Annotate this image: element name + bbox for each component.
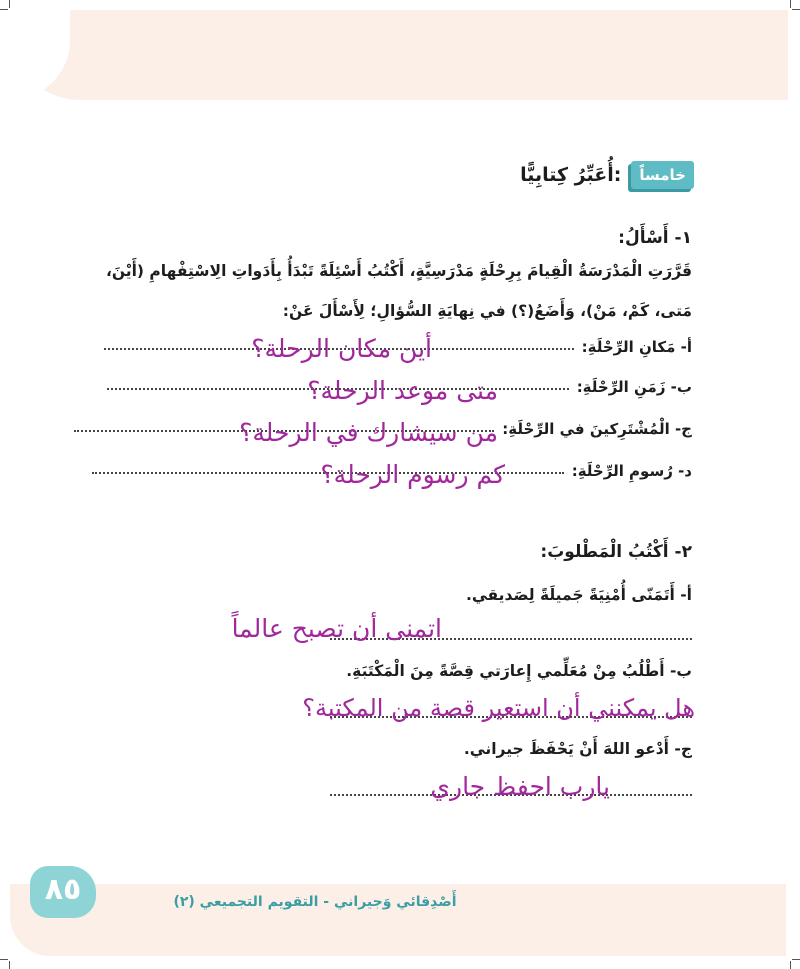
q2-prompt-c: ج- أَدْعو اللهَ أَنْ يَحْفَظَ جيراني. [463, 740, 692, 758]
handwritten-answer: أين مكان الرحلة؟ [251, 334, 432, 363]
section-header [520, 158, 694, 192]
crop-mark [790, 961, 791, 969]
q2-heading: ٢- أَكْتُبُ الْمَطْلوبَ: [540, 542, 692, 562]
handwritten-answer: كم رسوم الرحلة؟ [320, 460, 505, 489]
crop-mark [792, 959, 800, 960]
crop-mark [792, 9, 800, 10]
handwritten-answer: متى موعد الرحلة؟ [307, 376, 498, 405]
q1-item-label: د- رُسومِ الرِّحْلَةِ: [571, 462, 692, 480]
crop-mark [9, 961, 10, 969]
q1-instruction-line-1: قَرَّرَتِ الْمَدْرَسَةُ الْقِيامَ بِرِحْلَةٍ مَدْرَسِيَّةٍ، أَكْتُبُ أَسْئِلَةً تَبْدَأُ بِأَدَواتِ الِاسْتِفْهامِ (أَيْنَ، [105, 262, 692, 280]
crop-mark [0, 959, 8, 960]
q1-instruction-line-2: مَتى، كَمْ، مَنْ)، وَأَضَعُ(؟) في نِهايَةِ السُّؤالِ؛ لِأَسْأَلَ عَنْ: [282, 302, 692, 320]
handwritten-answer: من سيشارك في الرحلة؟ [239, 418, 498, 447]
crop-mark [0, 9, 8, 10]
header-band [10, 10, 788, 100]
q1-item-label: ب- زَمَنِ الرِّحْلَةِ: [576, 378, 692, 396]
handwritten-answer: اتمنى أن تصبح عالماً [231, 614, 442, 643]
handwritten-answer: هل يمكنني أن استعير قصة من المكتبة؟ [302, 694, 695, 722]
page-number: ٨٥ [44, 872, 82, 907]
q2-prompt-a: أ- أَتَمَنّى أُمْنِيَةً جَميلَةً لِصَديقي. [465, 586, 692, 604]
q1-item-label: ج- الْمُشْتَرِكينَ في الرِّحْلَةِ: [502, 420, 692, 438]
section-title: أُعَبِّرُ كِتابِيًّا: [520, 164, 622, 186]
footer-title: أَصْدِقائي وَجيراني - التقويم التجميعي (٢) [173, 894, 457, 910]
crop-mark [9, 0, 10, 8]
q1-heading: ١- أَسْأَلُ: [618, 228, 692, 248]
section-badge: خامساً [631, 161, 694, 189]
crop-mark [790, 0, 791, 8]
q1-item-label: أ- مَكانِ الرِّحْلَةِ: [581, 338, 692, 356]
handwritten-answer: يارب احفظ جاري [430, 772, 610, 801]
q2-prompt-b: ب- أَطْلُبُ مِنْ مُعَلِّمي إِعارَتي قِصَّةً مِنَ الْمَكْتَبَةِ. [346, 662, 692, 680]
